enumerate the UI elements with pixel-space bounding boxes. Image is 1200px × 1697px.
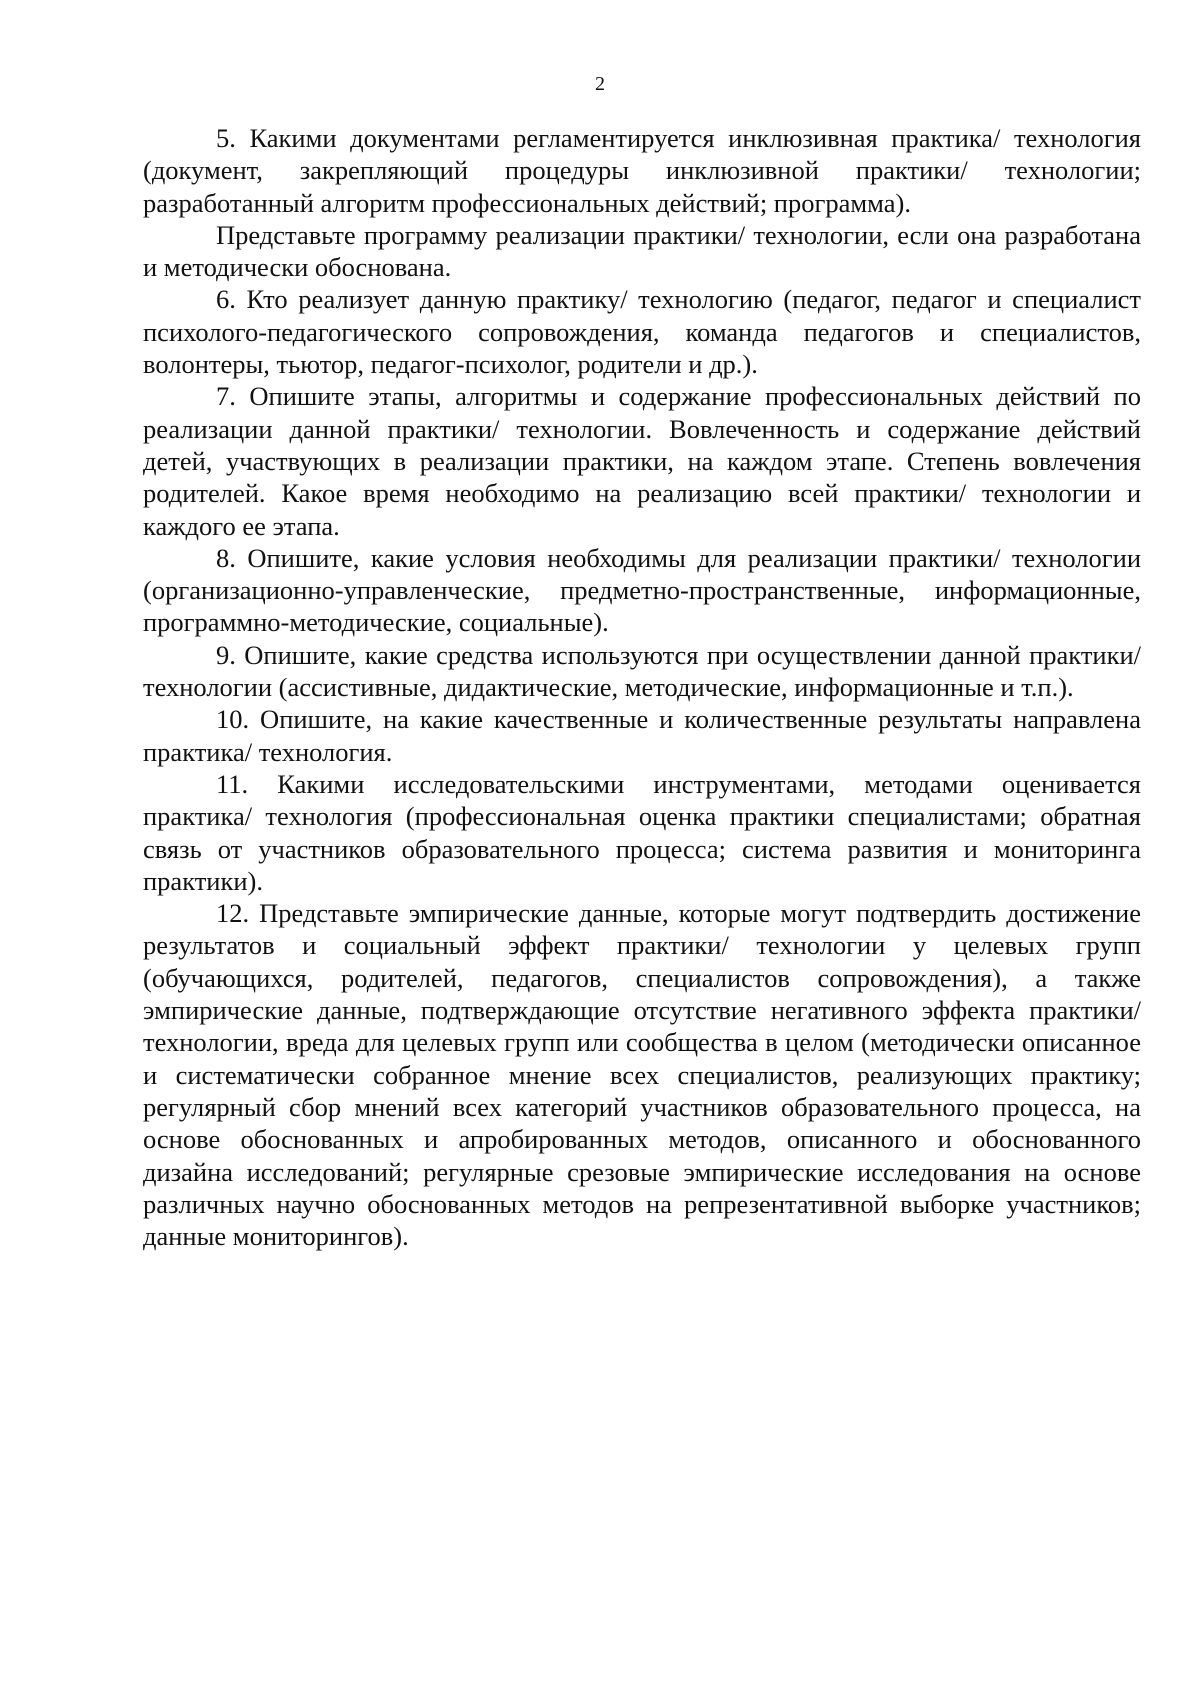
paragraph-program-note: Представьте программу реализации практики/ технологии, если она разработана и методически обоснована. — [143, 219, 1141, 283]
paragraph-item-10: 10. Опишите, на какие качественные и количественные результаты направлена практика/ технология. — [143, 704, 1141, 767]
paragraph-item-6: 6. Кто реализует данную практику/ технологию (педагог, педагог и специалист психолого-педагогического сопровождения, команда педагогов и специалистов, волонтеры, тьютор, педагог-психолог, родители и др.). — [143, 284, 1141, 380]
document-body — [143, 122, 1141, 1252]
paragraph-item-9: 9. Опишите, какие средства используются при осуществлении данной практики/ технологии (ассистивные, дидактические, методические, информационные и т.п.). — [143, 639, 1141, 703]
paragraph-item-7: 7. Опишите этапы, алгоритмы и содержание профессиональных действий по реализации данной практики/ технологии. Вовлеченность и содержание действий детей, участвующих в реализации практики, на каждом этапе. Степень вовлечения родителей. Какое время необходимо на реализацию всей практики/ технологии и каждого ее этапа. — [143, 381, 1141, 541]
paragraph-item-8: 8. Опишите, какие условия необходимы для реализации практики/ технологии (организационно-управленческие, предметно-пространственные, информационные, программно-методические, социальные). — [143, 542, 1141, 638]
page-number: 2 — [595, 73, 605, 95]
paragraph-item-5: 5. Какими документами регламентируется инклюзивная практика/ технология (документ, закрепляющий процедуры инклюзивной практики/ технологии; разработанный алгоритм профессиональных действий; программа). — [143, 123, 1141, 218]
paragraph-item-12: 12. Представьте эмпирические данные, которые могут подтвердить достижение результатов и социальный эффект практики/ технологии у целевых групп (обучающихся, родителей, педагогов, специалистов сопровождения), а также эмпирические данные, подтверждающие отсутствие негативного эффекта практики/ технологии, вреда для целевых групп или сообщества в целом (методически описанное и систематически собранное мнение всех специалистов, реализующих практику; регулярный сбор мнений всех категорий участников образовательного процесса, на основе обоснованных и апробированных методов, описанного и обоснованного дизайна исследований; регулярные срезовые эмпирические исследования на основе различных научно обоснованных методов на репрезентативной выборке участников; данные мониторингов). — [143, 898, 1141, 1252]
paragraph-item-11: 11. Какими исследовательскими инструментами, методами оценивается практика/ технология (профессиональная оценка практики специалистами; обратная связь от участников образовательного процесса; система развития и мониторинга практики). — [143, 768, 1141, 896]
